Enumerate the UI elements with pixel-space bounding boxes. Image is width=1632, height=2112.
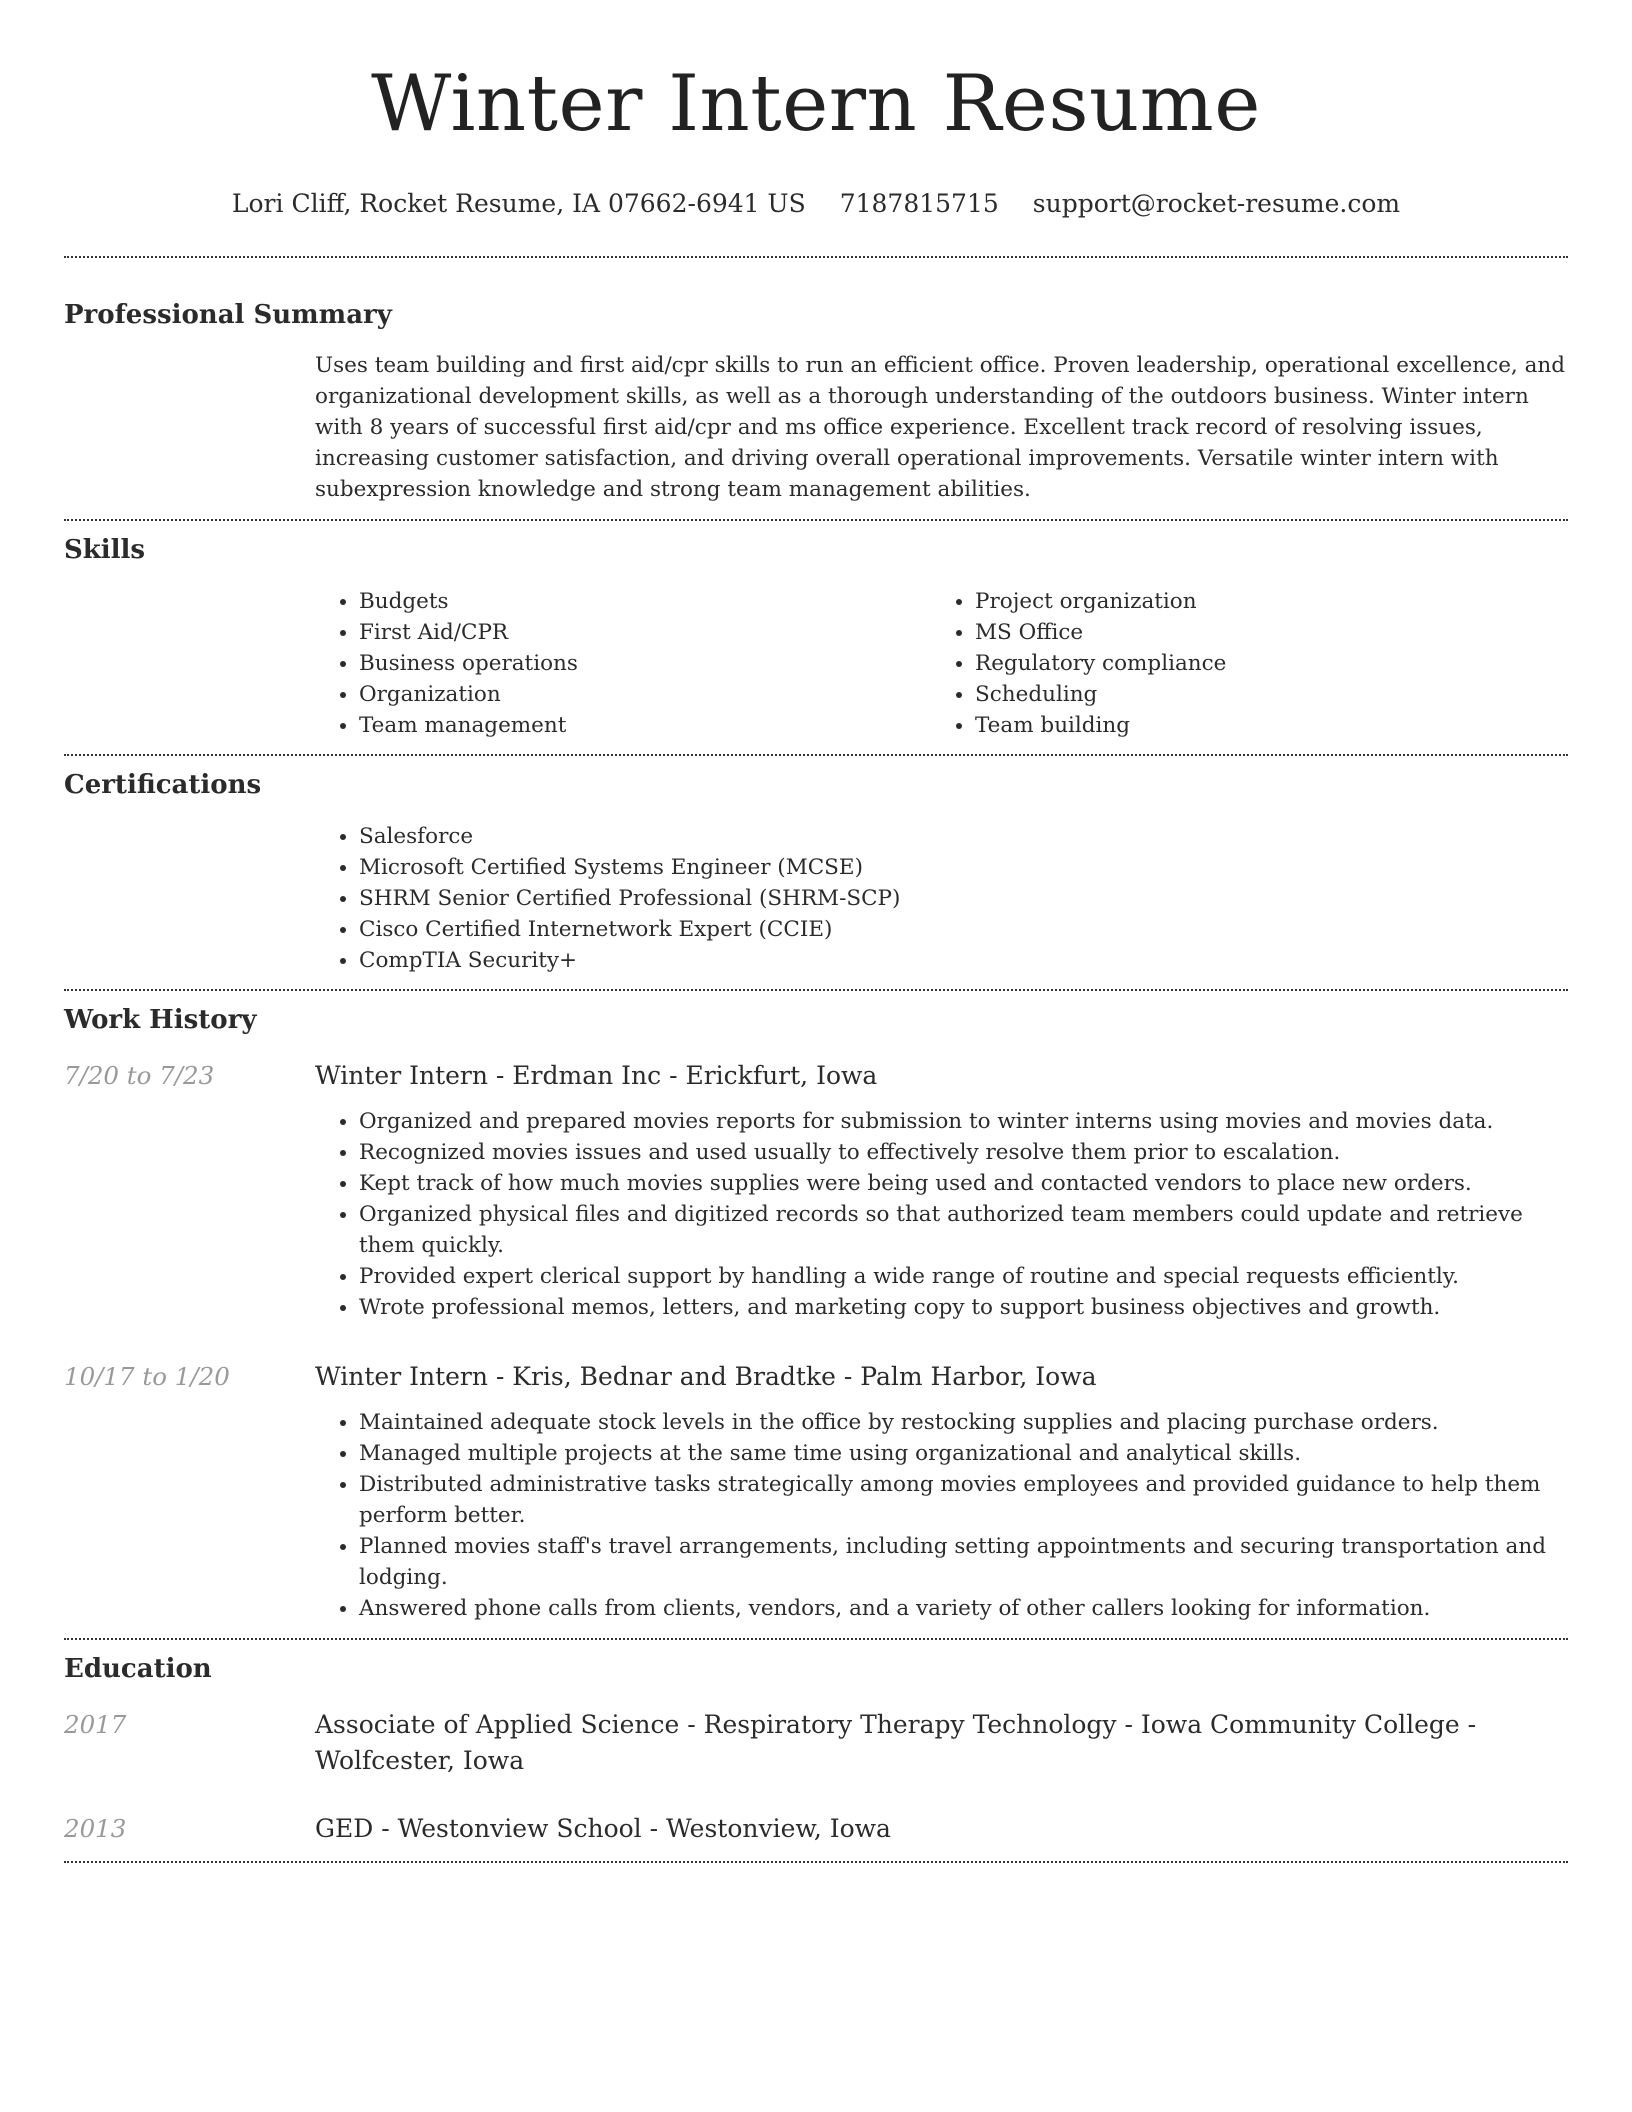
contact-email: support@rocket-resume.com	[1032, 189, 1401, 218]
contact-address: Lori Cliff, Rocket Resume, IA 07662-6941 US	[231, 189, 806, 218]
education-degree: GED - Westonview School - Westonview, Iowa	[315, 1814, 891, 1843]
list-item: • Provided expert clerical support by handling a wide range of routine and special requests efficiently.	[359, 1261, 1568, 1292]
list-item: • Organized physical files and digitized records so that authorized team members could update and retrieve them quickly.	[359, 1199, 1568, 1261]
list-item: • SHRM Senior Certified Professional (SHRM-SCP)	[359, 883, 1568, 914]
list-item: • CompTIA Security+	[359, 945, 1568, 976]
list-item: • Business operations	[359, 648, 931, 679]
list-item: • First Aid/CPR	[359, 617, 931, 648]
list-item: • Organized and prepared movies reports for submission to winter interns using movies and movies data.	[359, 1106, 1568, 1137]
job-dates: 10/17 to 1/20	[64, 1362, 230, 1391]
list-item: • Team management	[359, 710, 931, 741]
education-entry	[64, 1707, 1568, 1779]
job-title: Winter Intern - Erdman Inc - Erickfurt, Iowa	[315, 1061, 878, 1090]
list-item: • Microsoft Certified Systems Engineer (MCSE)	[359, 852, 1568, 883]
list-item: • Managed multiple projects at the same time using organizational and analytical skills.	[359, 1438, 1568, 1469]
job-entry	[64, 1058, 1568, 1323]
skills-section	[64, 521, 1568, 741]
education-heading: Education	[64, 1654, 212, 1684]
list-item: • Salesforce	[359, 821, 1568, 852]
divider	[64, 1861, 1568, 1863]
education-entry	[64, 1811, 1568, 1847]
list-item: • Planned movies staff's travel arrangements, including setting appointments and securing transportation and lodging.	[359, 1531, 1568, 1593]
summary-section	[64, 258, 1568, 505]
resume-title: Winter Intern Resume	[371, 59, 1261, 149]
list-item: • Project organization	[975, 586, 1568, 617]
skills-list-left	[315, 586, 931, 741]
list-item: • Regulatory compliance	[975, 648, 1568, 679]
education-degree: Associate of Applied Science - Respiratory Therapy Technology - Iowa Community College - Wolfcester, Iowa	[315, 1710, 1477, 1775]
job-details	[315, 1058, 1568, 1323]
certifications-heading: Certifications	[64, 770, 262, 800]
certifications-list	[315, 821, 1568, 976]
list-item: • Budgets	[359, 586, 931, 617]
list-item: • Cisco Certified Internetwork Expert (CCIE)	[359, 914, 1568, 945]
list-item: • Distributed administrative tasks strategically among movies employees and provided guidance to help them perform better.	[359, 1469, 1568, 1531]
list-item: • Scheduling	[975, 679, 1568, 710]
list-item: • Organization	[359, 679, 931, 710]
job-bullets	[315, 1106, 1568, 1323]
education-details	[315, 1811, 1568, 1847]
education-details	[315, 1707, 1568, 1779]
work-section	[64, 991, 1568, 1638]
job-bullets	[315, 1407, 1568, 1624]
work-heading: Work History	[64, 1005, 257, 1035]
list-item: • MS Office	[975, 617, 1568, 648]
job-dates: 7/20 to 7/23	[64, 1061, 215, 1090]
job-title: Winter Intern - Kris, Bednar and Bradtke - Palm Harbor, Iowa	[315, 1362, 1097, 1391]
contact-phone: 7187815715	[839, 189, 999, 218]
list-item: • Recognized movies issues and used usually to effectively resolve them prior to escalation.	[359, 1137, 1568, 1168]
certifications-section	[64, 756, 1568, 976]
contact-line	[64, 186, 1568, 222]
education-year: 2017	[64, 1710, 127, 1739]
summary-heading: Professional Summary	[64, 300, 392, 330]
job-details	[315, 1359, 1568, 1638]
list-item: • Maintained adequate stock levels in the office by restocking supplies and placing purchase orders.	[359, 1407, 1568, 1438]
education-section	[64, 1640, 1568, 1847]
job-entry	[64, 1359, 1568, 1638]
list-item: • Team building	[975, 710, 1568, 741]
skills-heading: Skills	[64, 535, 146, 565]
skills-list-right	[931, 586, 1568, 741]
list-item: • Wrote professional memos, letters, and marketing copy to support business objectives and growth.	[359, 1292, 1568, 1323]
education-year: 2013	[64, 1814, 127, 1843]
list-item: • Answered phone calls from clients, vendors, and a variety of other callers looking for information.	[359, 1593, 1568, 1624]
summary-text: Uses team building and first aid/cpr skills to run an efficient office. Proven leadership, operational excellence, and organizational development skills, as well as a thorough understanding of the outdoors business. Winter intern with 8 years of successful first aid/cpr and ms office experience. Excellent track record of resolving issues, increasing customer satisfaction, and driving overall operational improvements. Versatile winter intern with subexpression knowledge and strong team management abilities.	[315, 353, 1566, 502]
skills-grid	[315, 586, 1568, 741]
list-item: • Kept track of how much movies supplies were being used and contacted vendors to place new orders.	[359, 1168, 1568, 1199]
